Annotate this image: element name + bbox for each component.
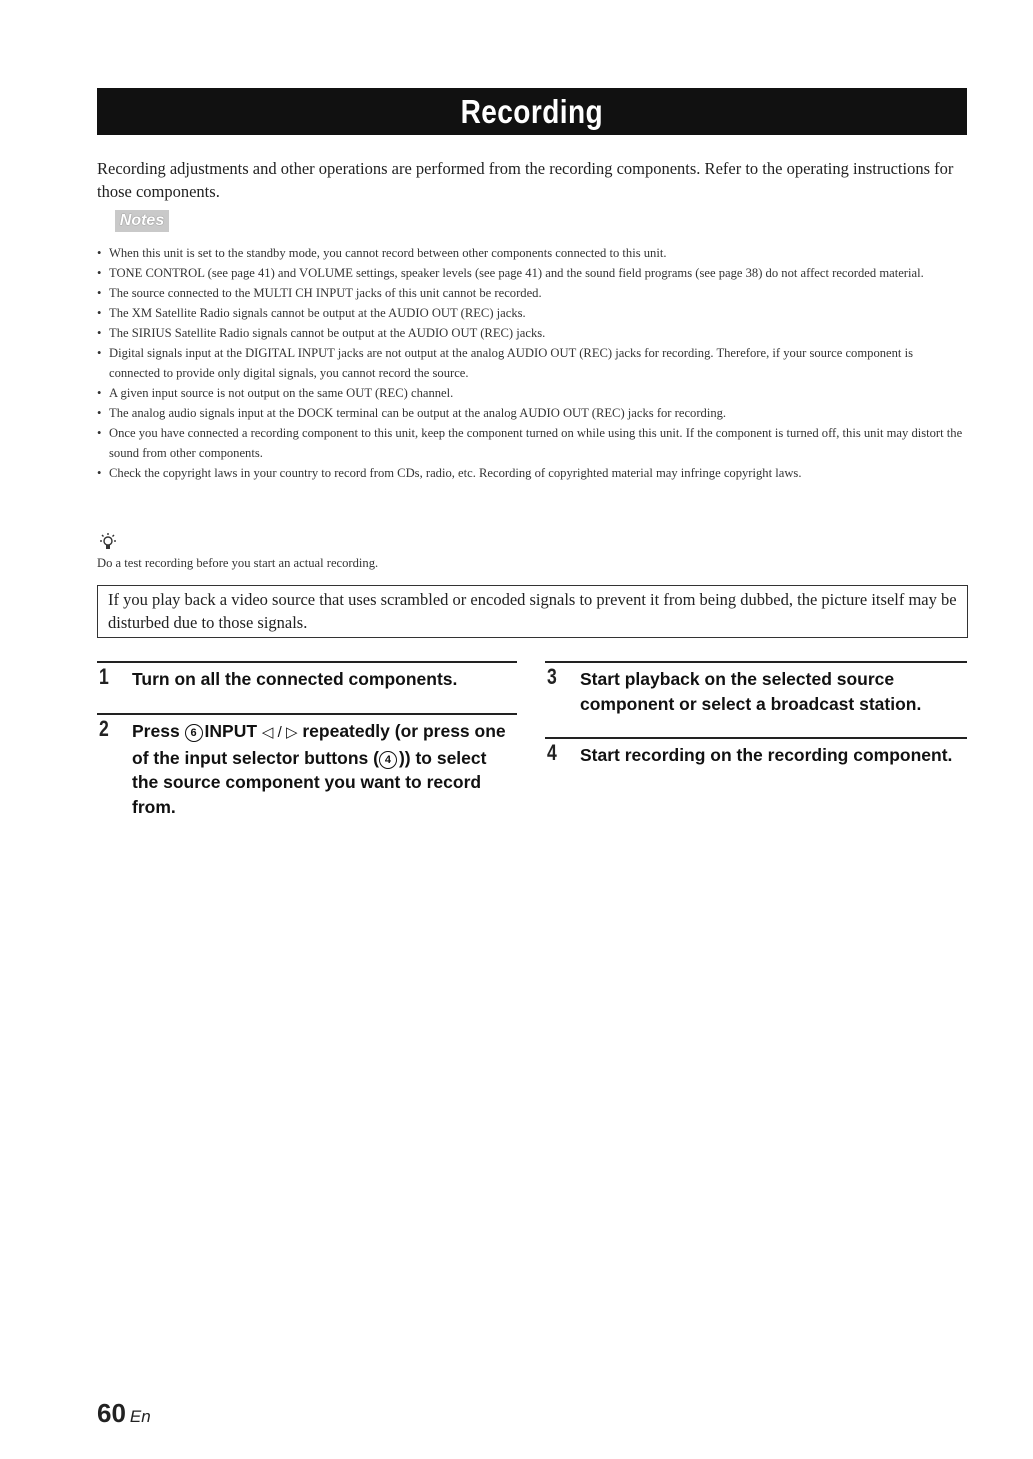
step-rule [97,713,517,715]
step-number: 3 [547,664,557,689]
boxed-note: If you play back a video source that uses scrambled or encoded signals to prevent it from being dubbed, the picture itself may be disturbed due to those signals. [97,585,968,638]
input-key-label: INPUT [204,721,258,741]
page-number: 60 [97,1398,126,1428]
step-3 [545,661,967,725]
step-number: 2 [99,716,109,741]
tip-text: Do a test recording before you start an actual recording. [97,556,379,570]
step-number: 4 [547,740,557,765]
step-rule [545,661,967,663]
note-item: • When this unit is set to the standby mode, you cannot record between other components connected to this unit. [97,243,967,263]
step-1 [97,661,517,701]
step-rule [545,737,967,739]
notes-list [97,243,967,483]
note-item: • The analog audio signals input at the DOCK terminal can be output at the analog AUDIO OUT (REC) jacks for recording. [97,403,967,423]
note-item: • TONE CONTROL (see page 41) and VOLUME settings, speaker levels (see page 41) and the sound field programs (see page 38) do not affect recorded material. [97,263,967,283]
step-number: 1 [99,664,109,689]
step-rule [97,661,517,663]
note-item: • Check the copyright laws in your country to record from CDs, radio, etc. Recording of copyrighted material may infringe copyright laws. [97,463,967,483]
note-item: • Digital signals input at the DIGITAL INPUT jacks are not output at the analog AUDIO OUT (REC) jacks for recording. Therefore, if your source component is connected to provide only digital signals, you cannot record the source. [97,343,967,383]
step-2 [97,713,517,823]
title-bar [97,88,967,135]
intro-paragraph: Recording adjustments and other operations are performed from the recording components. Refer to the operating instructions for those components. [97,159,954,201]
page-title: Recording [460,92,604,130]
step-text-part: )) to select the source component you want to record from. [132,747,487,817]
step-text [132,719,517,819]
note-item: • The source connected to the MULTI CH INPUT jacks of this unit cannot be recorded. [97,283,967,303]
arrow-left-right-icon: ◁ / ▷ [261,724,298,741]
lightbulb-tip-icon [97,532,119,552]
step-4 [545,737,967,777]
step-text: Turn on all the connected components. [132,669,458,689]
step-text: Start playback on the selected source component or select a broadcast station. [580,669,922,714]
circled-number: 4 [379,751,397,769]
step-text-part: repeatedly (or press one of the input selector buttons ( [132,721,506,768]
note-item: • Once you have connected a recording component to this unit, keep the component turned on while using this unit. If the component is turned off, this unit may distort the sound from other components. [97,423,967,463]
notes-badge: Notes [115,210,169,232]
page-footer [97,1398,151,1429]
note-item: • The SIRIUS Satellite Radio signals cannot be output at the AUDIO OUT (REC) jacks. [97,323,967,343]
step-text: Start recording on the recording component. [580,745,953,765]
note-item: • The XM Satellite Radio signals cannot be output at the AUDIO OUT (REC) jacks. [97,303,967,323]
circled-number: 6 [185,724,203,742]
language-code: En [129,1407,151,1426]
step-text-part: Press [132,721,185,741]
note-item: • A given input source is not output on the same OUT (REC) channel. [97,383,967,403]
